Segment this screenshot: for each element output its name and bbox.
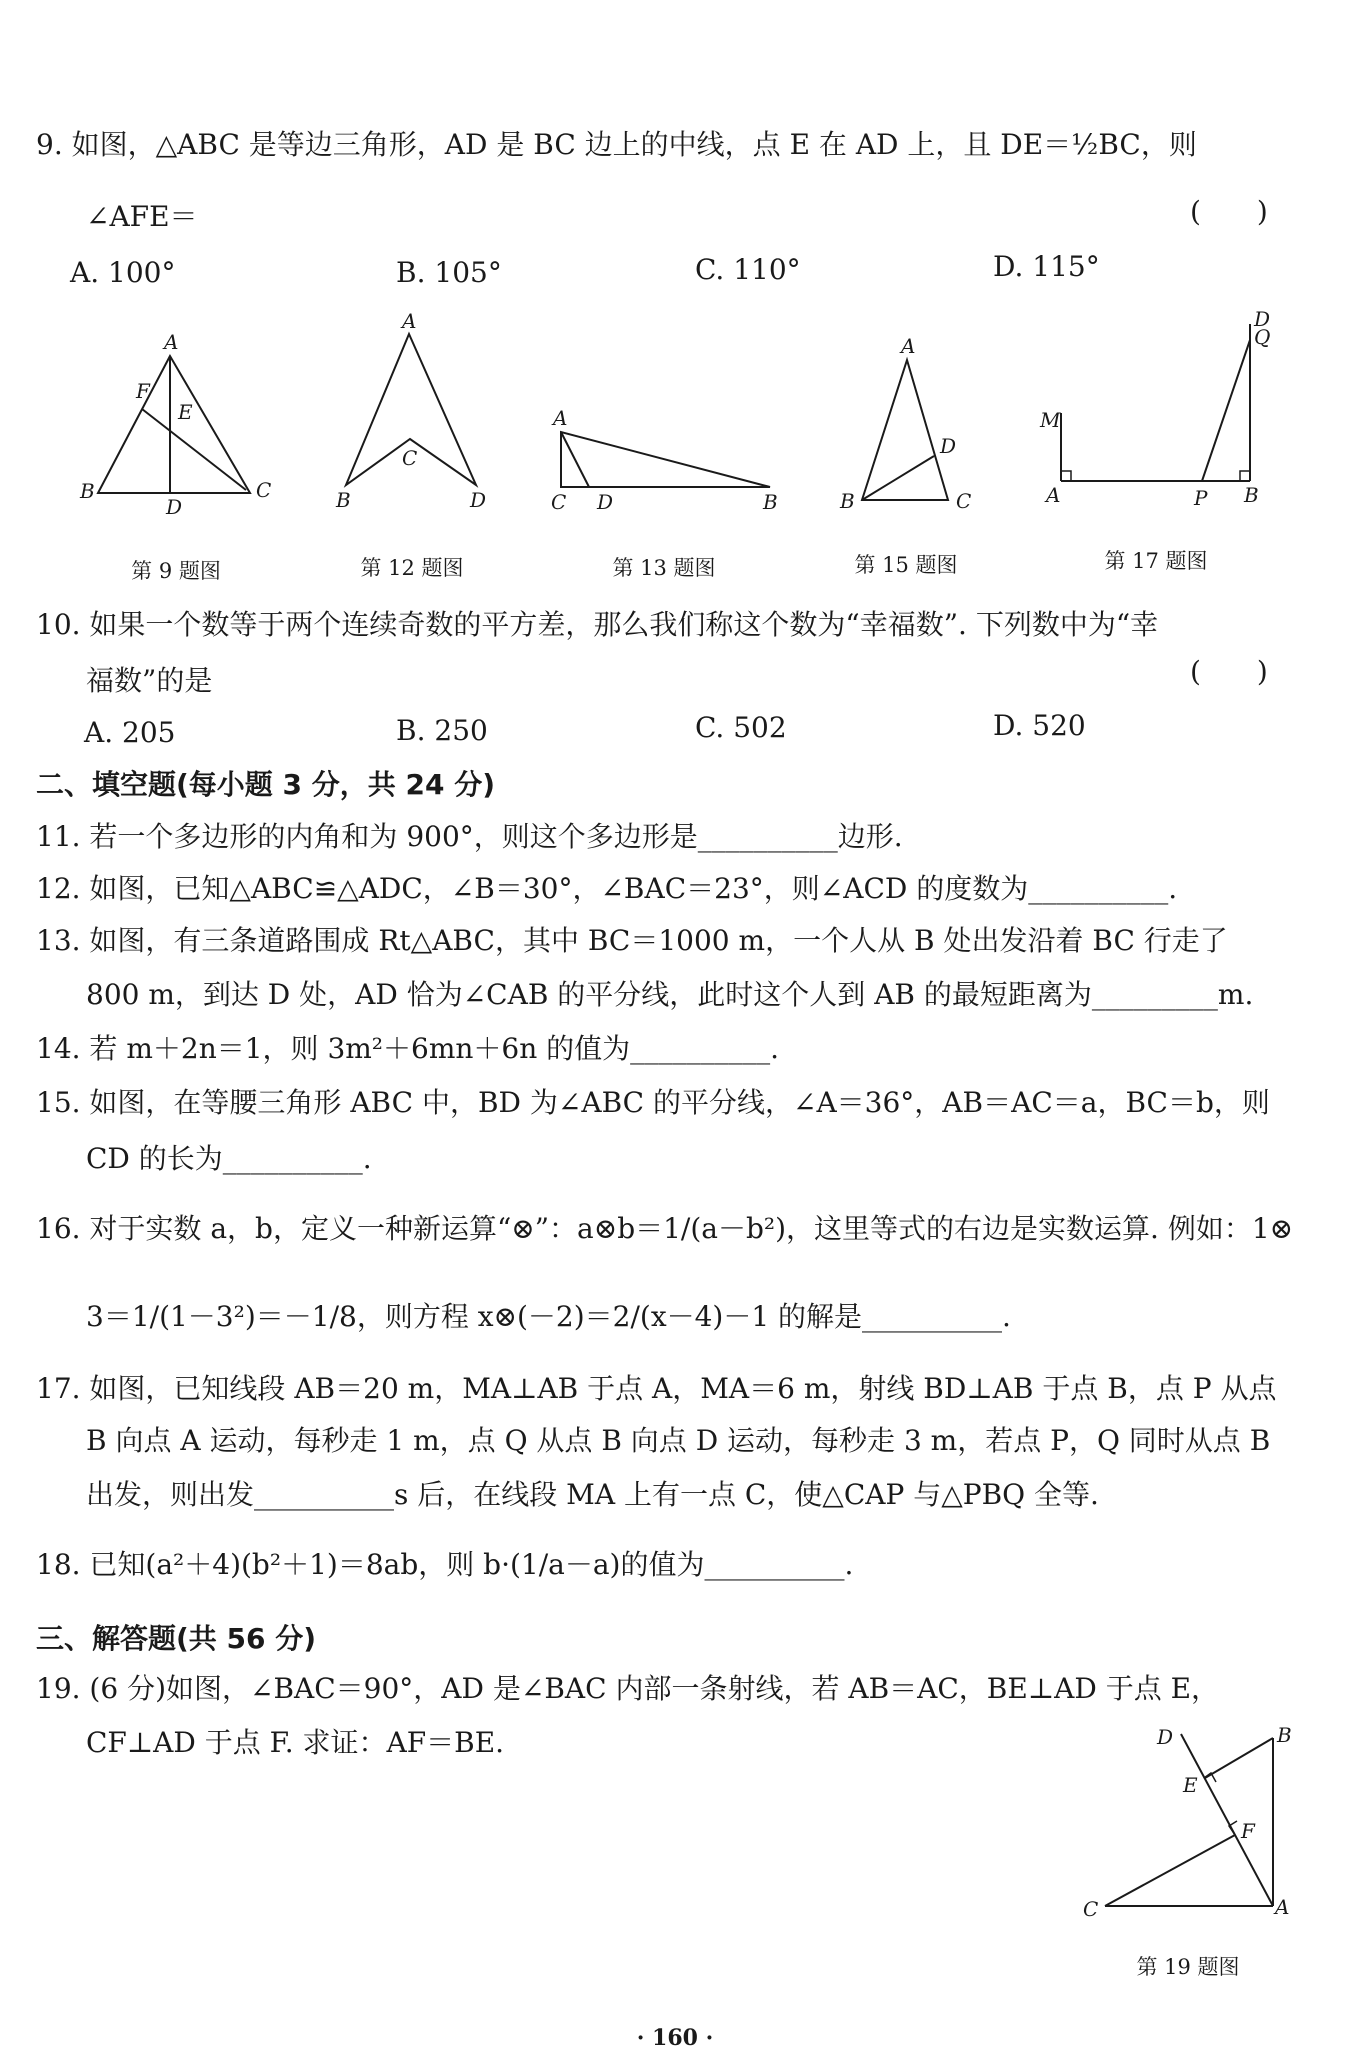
q13-line1: 13. 如图，有三条道路围成 Rt△ABC，其中 BC＝1000 m，一个人从 B 处出发沿着 BC 行走了	[36, 924, 1228, 957]
q18: 18. 已知(a²＋4)(b²＋1)＝8ab，则 b·(1/a－a)的值为__________.	[36, 1548, 854, 1581]
fig17-label-d: D	[1254, 307, 1271, 331]
figure-17	[1030, 307, 1290, 520]
fig15-label-b: B	[840, 489, 855, 513]
page-number: · 160 ·	[636, 2025, 714, 2051]
q9-option-b: B. 105°	[396, 256, 502, 289]
q11: 11. 若一个多边形的内角和为 900°，则这个多边形是__________边形.	[36, 820, 903, 853]
q10-line2: 福数”的是	[86, 664, 213, 697]
section-3-heading: 三、解答题(共 56 分)	[36, 1622, 317, 1655]
q9-option-c: C. 110°	[695, 253, 801, 286]
q15-line1: 15. 如图，在等腰三角形 ABC 中，BD 为∠ABC 的平分线，∠A＝36°，AB＝AC＝a，BC＝b，则	[36, 1086, 1270, 1119]
fig17-label-q: Q	[1254, 325, 1271, 349]
q14: 14. 若 m＋2n＝1，则 3m²＋6mn＋6n 的值为__________.	[36, 1032, 780, 1065]
fig15-label-a: A	[901, 334, 916, 358]
caption-fig17: 第 17 题图	[1104, 549, 1208, 573]
q10-line1: 10. 如果一个数等于两个连续奇数的平方差，那么我们称这个数为“幸福数”. 下列数中为“幸	[36, 608, 1159, 641]
q10-option-b: B. 250	[396, 714, 488, 747]
fig9-label-e: E	[178, 400, 193, 424]
q9-option-d: D. 115°	[993, 250, 1100, 283]
fig9-label-a: A	[164, 330, 179, 354]
figure-12	[330, 310, 510, 520]
section-2-heading: 二、填空题(每小题 3 分，共 24 分)	[36, 768, 496, 801]
q9-answer-paren: ( )	[1190, 195, 1268, 228]
fig15-label-c: C	[956, 489, 972, 513]
caption-fig12: 第 12 题图	[360, 556, 464, 580]
q19-line1: 19. (6 分)如图，∠BAC＝90°，AD 是∠BAC 内部一条射线，若 AB＝AC，BE⊥AD 于点 E，	[36, 1672, 1220, 1705]
fig12-label-b: B	[336, 488, 351, 512]
fig19-label-d: D	[1157, 1725, 1174, 1749]
figure-15	[830, 330, 990, 520]
caption-fig9: 第 9 题图	[131, 559, 221, 583]
figure-13	[545, 405, 785, 525]
figure-9	[70, 330, 290, 520]
fig12-label-a: A	[402, 309, 417, 333]
q16-line1: 16. 对于实数 a，b，定义一种新运算“⊗”：a⊗b＝1/(a－b²)，这里等式的右边是实数运算. 例如：1⊗	[36, 1212, 1294, 1245]
fig19-label-f: F	[1241, 1819, 1255, 1843]
q9-line2: ∠AFE＝	[86, 200, 198, 233]
fig17-label-m: M	[1040, 408, 1061, 432]
fig12-label-d: D	[470, 488, 487, 512]
fig17-label-p: P	[1194, 486, 1208, 510]
fig13-label-b: B	[763, 490, 778, 514]
fig9-label-c: C	[256, 478, 272, 502]
q10-option-a: A. 205	[84, 716, 176, 749]
fig12-label-c: C	[402, 446, 418, 470]
fig19-label-c: C	[1083, 1897, 1099, 1921]
fig13-label-d: D	[597, 490, 614, 514]
q17-line1: 17. 如图，已知线段 AB＝20 m，MA⊥AB 于点 A，MA＝6 m，射线 BD⊥AB 于点 B，点 P 从点	[36, 1372, 1277, 1405]
fig19-label-e: E	[1183, 1773, 1198, 1797]
fig9-label-b: B	[80, 479, 95, 503]
fig13-label-c: C	[551, 490, 567, 514]
q17-line2: B 向点 A 运动，每秒走 1 m，点 Q 从点 B 向点 D 运动，每秒走 3 m，若点 P，Q 同时从点 B	[86, 1424, 1271, 1457]
q10-option-d: D. 520	[993, 709, 1086, 742]
fig17-label-a: A	[1046, 483, 1061, 507]
fig15-label-d: D	[940, 434, 957, 458]
fig9-label-d: D	[166, 495, 183, 519]
q10-answer-paren: ( )	[1190, 655, 1268, 688]
q19-line2: CF⊥AD 于点 F. 求证：AF＝BE.	[86, 1726, 505, 1759]
caption-fig13: 第 13 题图	[612, 556, 716, 580]
q13-line2: 800 m，到达 D 处，AD 恰为∠CAB 的平分线，此时这个人到 AB 的最短距离为_________m.	[86, 978, 1254, 1011]
figure-19	[1075, 1720, 1305, 1920]
caption-fig19: 第 19 题图	[1136, 1955, 1240, 1979]
q16-line2: 3＝1/(1－3²)＝－1/8，则方程 x⊗(－2)＝2/(x－4)－1 的解是__________.	[86, 1300, 1011, 1333]
q9-line1: 9. 如图，△ABC 是等边三角形，AD 是 BC 边上的中线，点 E 在 AD 上，且 DE＝½BC，则	[36, 128, 1197, 161]
fig13-label-a: A	[553, 406, 568, 430]
q10-option-c: C. 502	[695, 711, 787, 744]
fig17-label-b: B	[1244, 483, 1259, 507]
caption-fig15: 第 15 题图	[854, 553, 958, 577]
q15-line2: CD 的长为__________.	[86, 1142, 372, 1175]
fig19-label-b: B	[1277, 1723, 1292, 1747]
q9-option-a: A. 100°	[70, 256, 176, 289]
fig9-label-f: F	[136, 379, 150, 403]
q17-line3: 出发，则出发__________s 后，在线段 MA 上有一点 C，使△CAP 与△PBQ 全等.	[86, 1478, 1099, 1511]
q12: 12. 如图，已知△ABC≌△ADC，∠B＝30°，∠BAC＝23°，则∠ACD 的度数为__________.	[36, 872, 1178, 905]
fig19-label-a: A	[1275, 1895, 1290, 1919]
